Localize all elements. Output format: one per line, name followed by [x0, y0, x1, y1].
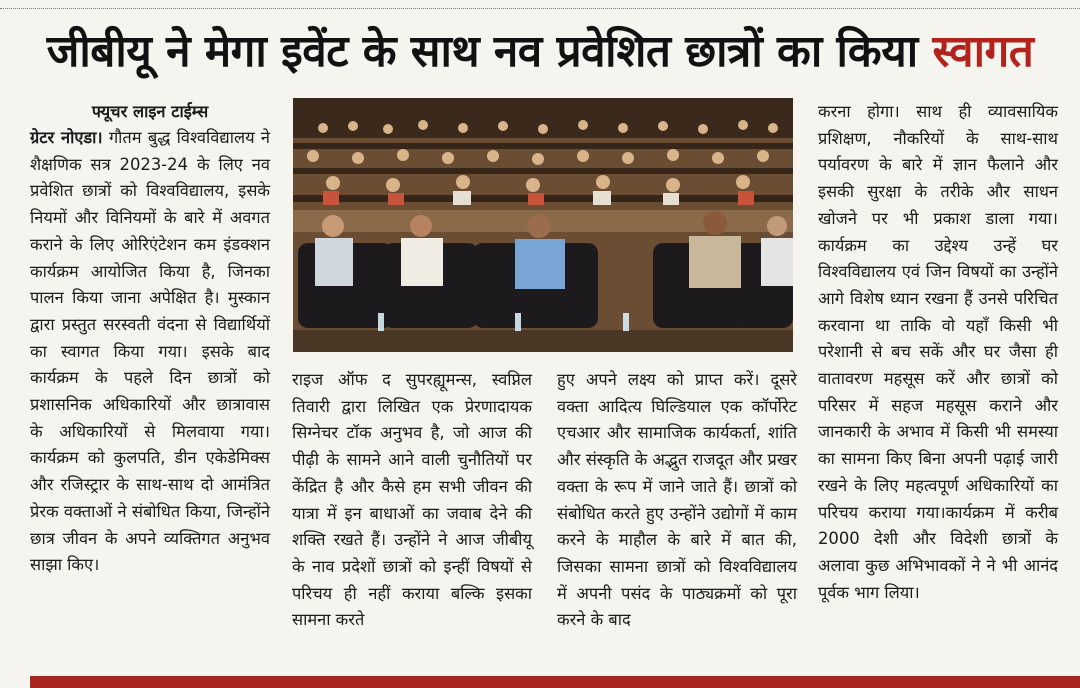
event-photo [293, 98, 793, 352]
auditorium-photo-illustration [293, 98, 793, 352]
article-column-4 [818, 99, 1058, 606]
article-column-2 [292, 367, 532, 634]
article-column-3 [557, 367, 797, 634]
headline [0, 18, 1080, 86]
article-paragraph-1 [30, 125, 270, 579]
top-cut-strip [0, 0, 1080, 9]
dateline: ग्रेटर नोएडा। [30, 128, 103, 147]
bottom-red-bar [30, 676, 1080, 688]
article-column-1 [30, 99, 270, 579]
headline-highlight: स्वागत [932, 26, 1034, 77]
byline: फ्यूचर लाइन टाईम्स [91, 102, 209, 121]
article-text-1: गौतम बुद्ध विश्वविद्यालय ने शैक्षणिक सत्र 2023-24 के लिए नव प्रवेशित छात्रों को विश्वविद्यालय, इसके नियमों और विनियमों के बारे में अवगत कराने के लिए ओरिएंटेशन कम इंडक्शन कार्यक्रम आयोजित किया है, जिनका पालन किया जाना अपेक्षित है। मुस्कान द्वारा प्रस्तुत सरस्वती वंदना से विद्यार्थियों का स्वागत किया गया। इसके बाद कार्यक्रम के पहले दिन छात्रों को प्रशासनिक अधिकारियों और छात्रावास के अधिकारियों से मिलवाया गया। कार्यक्रम को कुलपति, डीन एकेडेमिक्स और रजिस्ट्रार के साथ-साथ दो आमंत्रित प्रेरक वक्ताओं ने संबोधित किया, जिन्होंने छात्र जीवन के अपने व्यक्तिगत अनुभव साझा किए। [30, 128, 270, 575]
article-text-4: करना होगा। साथ ही व्यावसायिक प्रशिक्षण, नौकरियों के साथ-साथ पर्यावरण के बारे में ज्ञान फैलाने और इसकी सुरक्षा के तरीके और साधन खोजने पर भी प्रकाश डाला गया। कार्यक्रम का उद्देश्य उन्हें घर विश्वविद्यालय एवं जिन विषयों का उन्होंने आगे विशेष ध्यान रखना हैं उनसे परिचित करवाना था ताकि वो यहाँ किसी भी परेशानी से बच सकें और घर जैसा ही वातावरण महसूस करें और छात्रों को परिसर में सहज महसूस कराने और जानकारी के अभाव में किसी भी समस्या का सामना किए बिना अपनी पढ़ाई जारी रखने के लिए महत्वपूर्ण अधिकारियों का परिचय कराया गया।कार्यक्रम में करीब 2000 देशी और विदेशी छात्रों के अलावा कुछ अभिभावकों ने ने भी आनंद पूर्वक भाग लिया। [818, 102, 1058, 602]
headline-main: जीबीयू ने मेगा इवेंट के साथ नव प्रवेशित छात्रों का किया [46, 26, 918, 77]
article-text-3: हुए अपने लक्ष्य को प्राप्त करें। दूसरे वक्ता आदित्य घिल्डियाल एक कॉर्पोरेट एचआर और सामाजिक कार्यकर्ता, शांति और संस्कृति के अद्भुत राजदूत और प्रखर वक्ता के रूप में जाने जाते हैं। छात्रों को संबोधित करते हुए उन्होंने उद्योगों में काम करने के माहौल के बारे में बात की, जिसका सामना छात्रों को विश्वविद्यालय में अपनी पसंद के पाठ्यक्रमों को पूरा करने के बाद [557, 370, 797, 630]
article-text-2: राइज ऑफ द सुपरह्यूमन्स, स्वप्निल तिवारी द्वारा लिखित एक प्रेरणादायक सिग्नेचर टॉक अनुभव है, जो आज की पीढ़ी के सामने आने वाली चुनौतियों पर केंद्रित है और कैसे हम सभी जीवन की यात्रा में इन बाधाओं का जवाब देने की शक्ति रखते हैं। उन्होंने ने आज जीबीयू के नाव प्रदेशों छात्रों को इन्हीं विषयों से परिचय ही नहीं कराया बल्कि इसका सामना करते [292, 370, 532, 630]
